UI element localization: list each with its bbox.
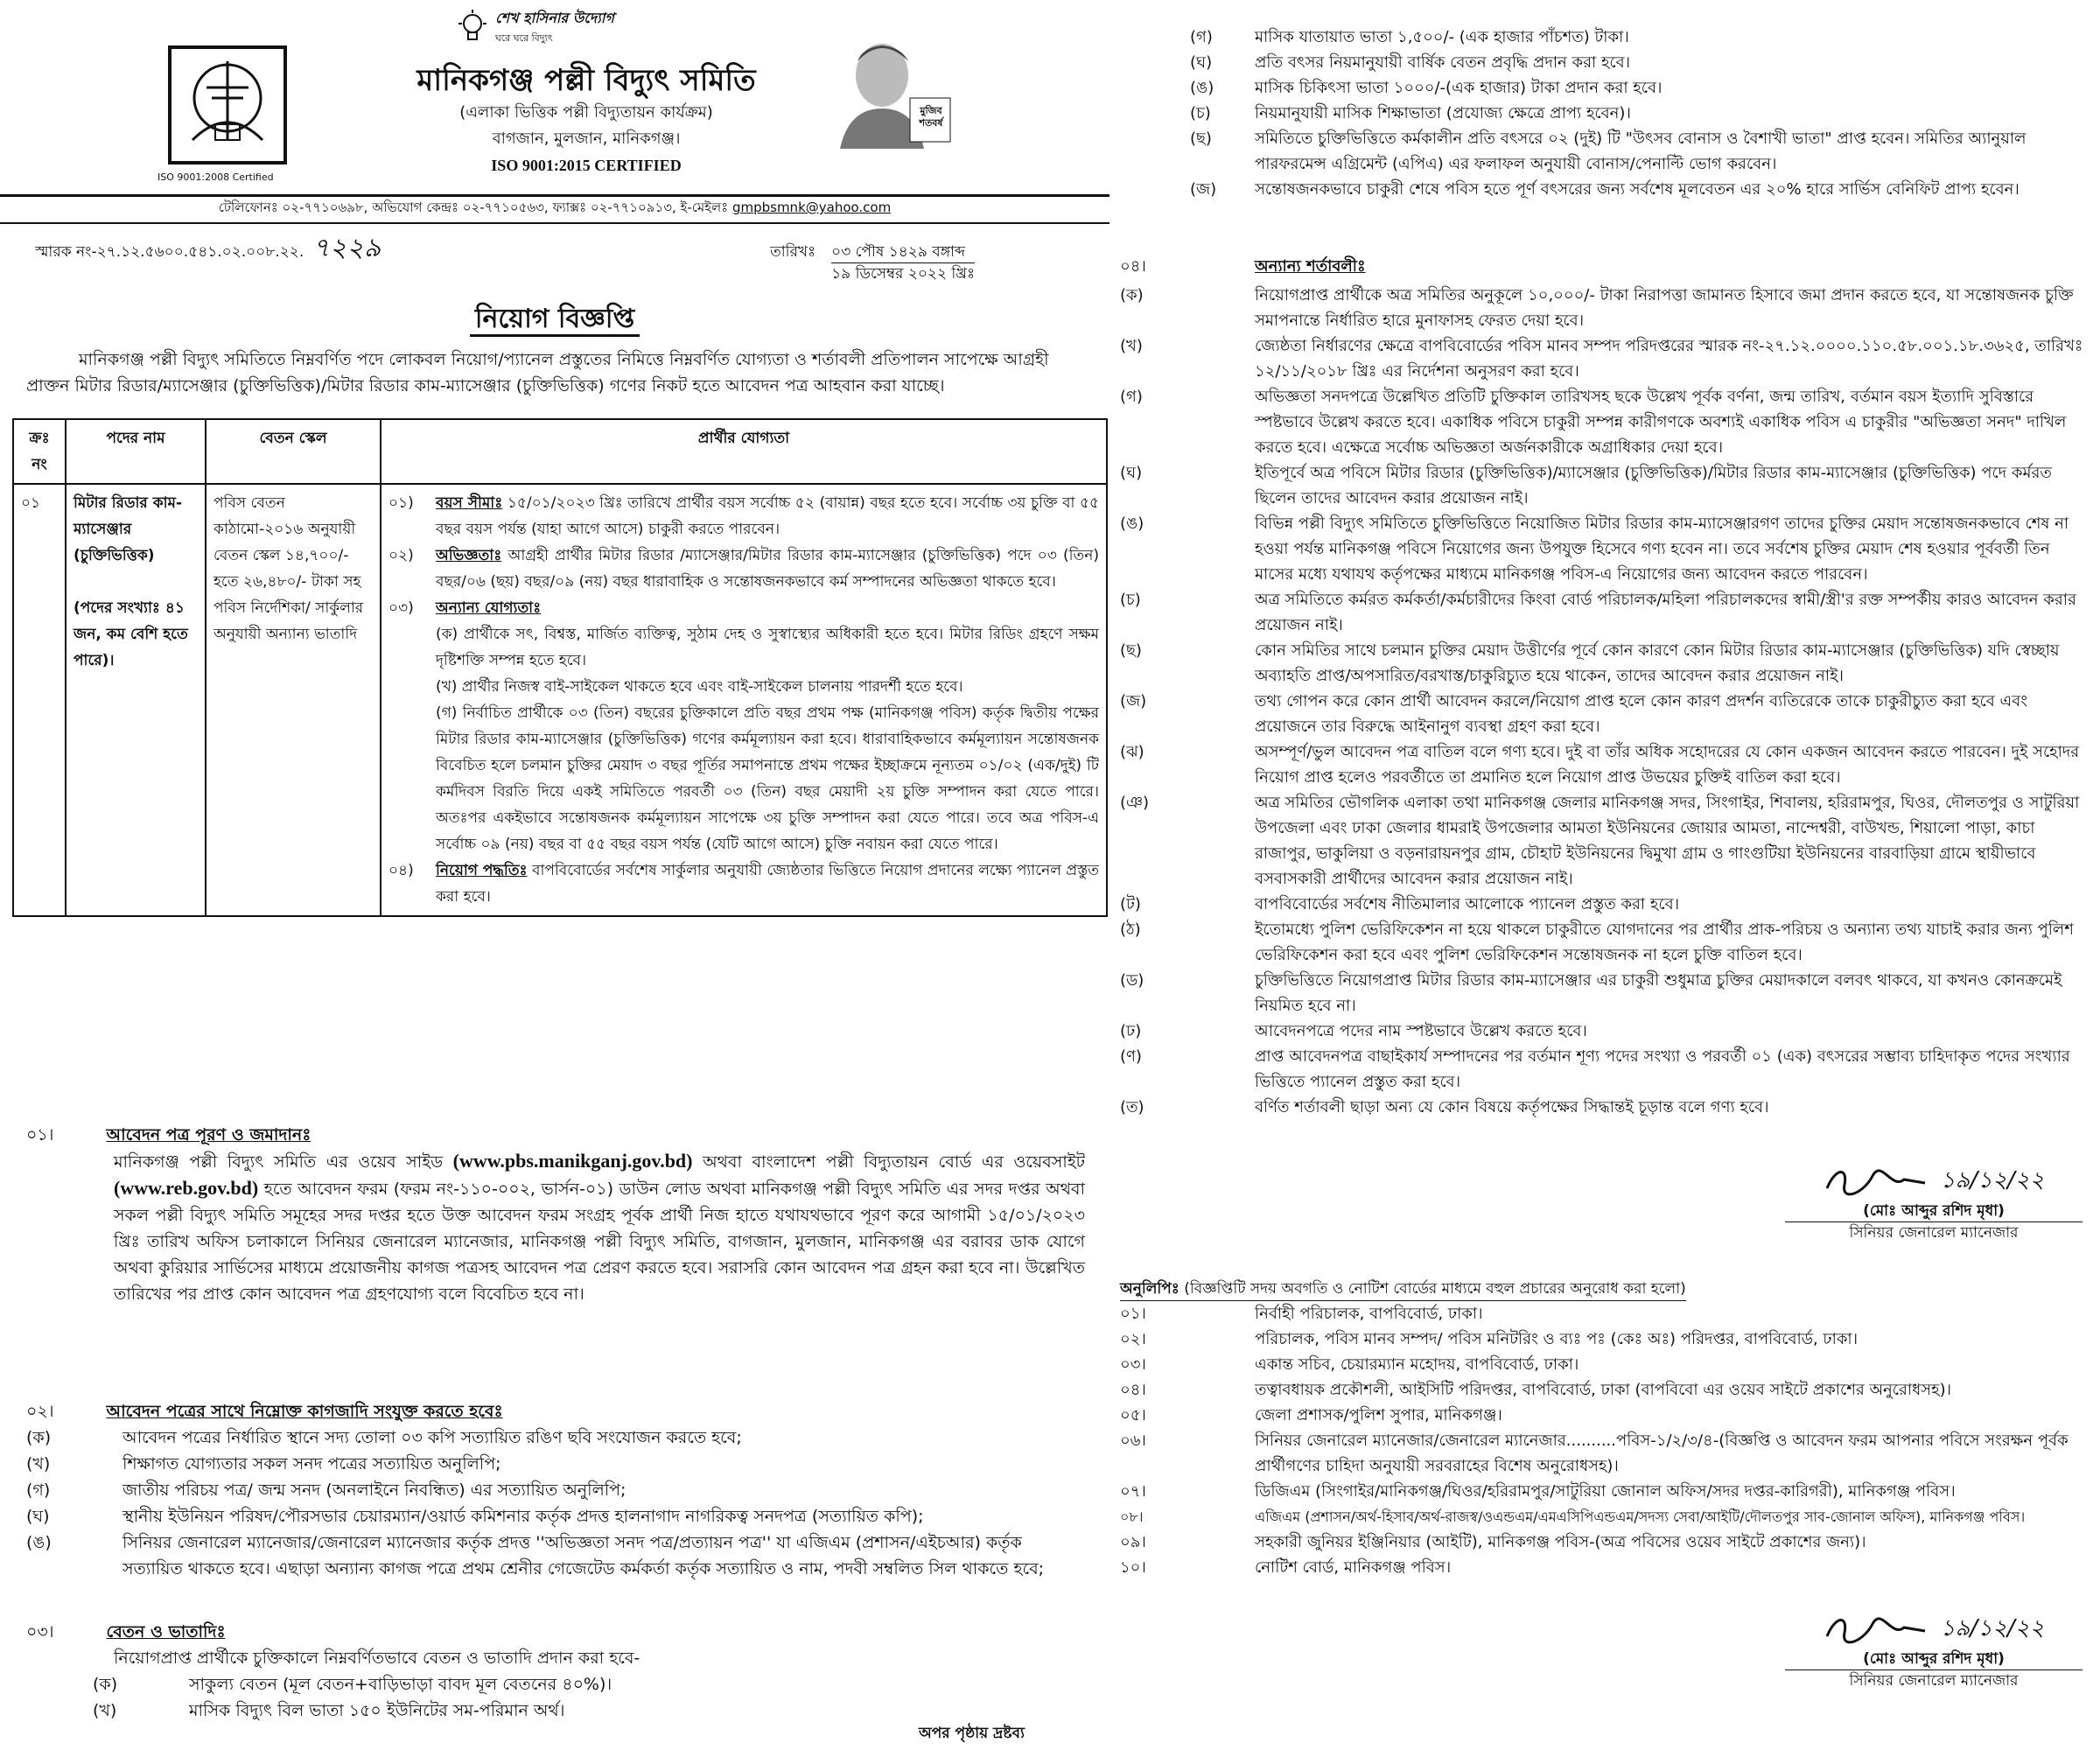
list-item: (ঘ) প্রতি বৎসর নিয়মানুযায়ী বার্ষিক বেতন প্রবৃদ্ধি প্রদান করা হবে। [1190, 53, 1631, 72]
tagline-block [455, 7, 614, 47]
page-turn-note: অপর পৃষ্ঠায় দ্রষ্টব্য [919, 1725, 1025, 1742]
tagline-sub: ঘরে ঘরে বিদ্যুৎ [495, 32, 553, 44]
list-item: (চ) নিয়মানুযায়ী মাসিক শিক্ষাভাতা (প্রযোজ্য ক্ষেত্রে প্রাপ্য হবেন)। [1190, 104, 1631, 122]
list-item: ০২। পরিচালক, পবিস মানব সম্পদ/ পবিস মনিটরিং ও ব্যঃ পঃ (কেঃ অঃ) পরিদপ্তর, বাপবিবোর্ড, ঢাকা। [1120, 1330, 1858, 1348]
list-item: (ছ) সমিতিতে চুক্তিভিত্তিতে কর্মকালীন প্রতি বৎসরে ০২ (দুই) টি "উৎসব বোনাস ও বৈশাখী ভাতা" প্রাপ্ত হবেন। সমিতির অ্যানুয়াল পারফরমেন্স এগ্রিমেন্ট (এপিএ) এর ফলাফল অনুযায়ী বোনাস/পেনাল্টি ভোগ করবেন। [1190, 130, 2026, 173]
list-item: (ঙ) সিনিয়র জেনারেল ম্যানেজার/জেনারেল ম্যানেজার কর্তৃক প্রদত্ত ''অভিজ্ঞতা সনদ পত্র/প্রত্যায়ন পত্র'' যা এজিএম (প্রশাসন/এইচআর) কর্তৃক সত্যায়িত থাকতে হবে। এছাড়া অন্যান্য কাগজ পত্রে প্রথম শ্রেনীর গেজেটেড কর্মকর্তা কর্তৃক সত্যায়িত ও নাম, পদবী সম্বলিত সিল থাকতে হবে; [26, 1533, 1045, 1578]
list-item: (ঝ) অসম্পূর্ণ/ভুল আবেদন পত্র বাতিল বলে গণ্য হবে। দুই বা তাঁর অধিক সহোদরের যে কোন একজন আবেদন করতে পারবেন। দুই সহোদর নিয়োগ প্রাপ্ত হলেও পরবর্তীতে তা প্রমানিত হলে নিয়োগ প্রাপ্ত উভয়ের চুক্তিই বাতিল করা হবে। [1120, 743, 2080, 787]
date-english: ১৯ ডিসেম্বর ২০২২ খ্রিঃ [831, 265, 976, 283]
col-post: পদের নাম [66, 419, 206, 484]
sec3-list [26, 1671, 1085, 1724]
list-item: (ঘ) ইতিপূর্বে অত্র পবিসে মিটার রিডার (চুক্তিভিত্তিক)/ম্যাসেঞ্জার (চুক্তিভিত্তিক)/মিটার রিডার কাম-ম্যাসেঞ্জার (চুক্তিভিত্তিক) পদে কর্মরত ছিলেন তাদের আবেদন করার প্রয়োজন নাই। [1120, 464, 2052, 508]
signature-icon [1824, 1164, 1928, 1199]
signature-block-1 [1785, 1162, 2082, 1243]
sec4-title: অন্যান্য শর্তাবলীঃ [1255, 257, 1366, 276]
contact-text: টেলিফোনঃ ০২-৭৭১০৬৯৮, অভিযোগ কেন্দ্রঃ ০২-৭৭১০৫৬৩, ফ্যাক্সঃ ০২-৭৭১০৯১৩, ই-মেইলঃ [218, 200, 729, 215]
signatory-designation: সিনিয়র জেনারেল ম্যানেজার [1785, 1670, 2082, 1691]
list-item: (ঘ) স্থানীয় ইউনিয়ন পরিষদ/পৌরসভার চেয়ারম্যান/ওয়ার্ড কমিশনার কর্তৃক প্রদত্ত হালনাগাদ নাগরিকত্ব সনদপত্র (সত্যায়িত কপি); [26, 1507, 924, 1526]
contact-email[interactable]: gmpbsmnk@yahoo.com [732, 200, 892, 215]
qual-method-text: বাপবিবোর্ডের সর্বশেষ সার্কুলার অনুযায়ী জ্যেষ্ঠতার ভিত্তিতে নিয়োগ প্রদানের লক্ষ্যে প্যানেল প্রস্তুত করা হবে। [436, 862, 1099, 906]
qual-other-b: (খ) প্রার্থীর নিজস্ব বাই-সাইকেল থাকতে হবে এবং বাই-সাইকেল চালনায় পারদর্শী হতে হবে। [436, 678, 963, 696]
intro-paragraph: মানিকগঞ্জ পল্লী বিদ্যুৎ সমিতিতে নিম্নবর্ণিত পদে লোকবল নিয়োগ/প্যানেল প্রস্তুতের নিমিত্তে নিম্নবর্ণিত যোগ্যতা ও শর্তাবলী প্রতিপালন সাপেক্ষে আগ্রহী প্রাক্তন মিটার রিডার/ম্যাসেঞ্জার (চুক্তিভিত্তিক)/মিটার রিডার কাম-ম্যাসেঞ্জার (চুক্তিভিত্তিক) গণের নিকট হতে আবেদন পত্র আহবান করা যাচ্ছে। [26, 350, 1049, 396]
list-item: ০৬। সিনিয়র জেনারেল ম্যানেজার/জেনারেল ম্যানেজার..........পবিস-১/২/৩/৪-(বিজ্ঞপ্তি ও আবেদন ফরম আপনার পবিসে সংরক্ষন পূর্বক প্রার্থীগণের চাহিদা অনুযায়ী সরবরাহের বিশেষ অনুরোধসহ)। [1120, 1432, 2068, 1475]
copies-heading [1120, 1278, 1686, 1301]
signature-date: ১৯/১২/২২ [1940, 1615, 2045, 1642]
list-item: (ণ) প্রাপ্ত আবেদনপত্র বাছাইকার্য সম্পাদনের পর বর্তমান শূণ্য পদের সংখ্যা ও পরবর্তী ০১ (এক) বৎসরের সম্ভাব্য চাহিদাকৃত পদের সংখ্যার ভিত্তিতে প্যানেল প্রস্তুত করা হবে। [1120, 1047, 2070, 1091]
cell-serial: ০১ [13, 484, 66, 916]
org-name: মানিকগঞ্জ পল্লী বিদ্যুৎ সমিতি [416, 63, 756, 98]
list-item: ০৯। সহকারী জুনিয়র ইঞ্জিনিয়ার (আইটি), মানিকগঞ্জ পবিস-(অত্র পবিসের ওয়েব সাইটে প্রকাশের জন্য)। [1120, 1533, 1866, 1551]
list-item: (গ) জাতীয় পরিচয় পত্র/ জন্ম সনদ (অনলাইনে নিবন্ধিত) এর সত্যায়িত অনুলিপি; [26, 1480, 626, 1500]
signatory-name: (মোঃ আব্দুর রশিদ মৃধা) [1863, 1202, 2005, 1220]
qual-age-label: বয়স সীমাঃ [436, 494, 503, 512]
list-item: (ঠ) ইতোমধ্যে পুলিশ ভেরিফিকেশন না হয়ে থাকলে চাকুরীতে যোগদানের পর প্রার্থীর প্রাক-পরিচয় ও অন্যান্য তথ্য যাচাই করার জন্য পুলিশ ভেরিফিকেশন করা হবে এবং পুলিশ ভেরিফিকেশন সন্তোষজনক না হলে চুক্তি বাতিল হবে। [1120, 920, 2074, 964]
notice-title: নিয়োগ বিজ্ঞপ্তি [470, 304, 640, 337]
sec2-title: আবেদন পত্রের সাথে নিম্নোক্ত কাগজাদি সংযুক্ত করতে হবেঃ [106, 1402, 503, 1421]
memo-ref-text: স্মারক নং-২৭.১২.৫৬০০.৫৪১.০২.০০৮.২২. [35, 243, 304, 261]
org-header [341, 61, 831, 178]
salary-continued-list [1120, 24, 2091, 202]
sec2-list [26, 1424, 1085, 1582]
list-item: ০৮। এজিএম (প্রশাসন/অর্থ-হিসাব/অর্থ-রাজস্ব/ওএন্ডএম/এমএসিপিএন্ডএম/সদস্য সেবা/আইটি/দৌলতপুর সাব-জোনাল অফিস), মানিকগঞ্জ পবিস। [1120, 1508, 2026, 1525]
memo-date [770, 242, 975, 284]
sec1-body [114, 1148, 1085, 1307]
qual-method [388, 858, 1099, 910]
qual-exp-no: ০২) [388, 547, 414, 564]
contact-line [0, 196, 1110, 219]
iso-title: ISO 9001:2015 CERTIFIED [491, 157, 682, 174]
sec1-title: আবেদন পত্র পূরণ ও জমাদানঃ [106, 1125, 312, 1144]
signature-icon [1824, 1612, 1928, 1647]
list-item: (চ) অত্র সমিতিতে কর্মরত কর্মকর্তা/কর্মচারীদের কিংবা বোর্ড পরিচালক/মহিলা পরিচালকদের স্বামী/স্ত্রী'র রক্ত সম্পর্কীয় কারও আবেদন করার প্রয়োজন নাই। [1120, 591, 2076, 634]
list-item: (ছ) কোন সমিতির সাথে চলমান চুক্তির মেয়াদ উত্তীর্ণের পূর্বে কোন কারণে কোন মিটার রিডার কাম-ম্যাসেঞ্জার (চুক্তিভিত্তিক) যদি স্বেচ্ছায় অব্যাহতি প্রাপ্ত/অপসারিত/বরখাস্ত/চাকুরিচ্যুত হয়ে থাকেন, তাদের আবেদন করার প্রয়োজন নাই। [1120, 641, 2060, 685]
qual-other-no: ০৩) [388, 599, 414, 617]
sec1-no: ০১। [26, 1125, 54, 1144]
logo-caption: ISO 9001:2008 Certified [158, 172, 274, 183]
qual-age-text: ১৫/০১/২০২৩ খ্রিঃ তারিখে প্রার্থীর বয়স সর্বোচ্চ ৫২ (বায়ান্ন) বছর হতে হবে। সর্বোচ্চ ৩য় চুক্তি বা ৫৫ বছর বয়স পর্যন্ত (যাহা আগে আসে) চাকুরী করতে পারবেন। [436, 494, 1100, 538]
signatory-name: (মোঃ আব্দুর রশিদ মৃধা) [1863, 1650, 2005, 1668]
requirements-table [12, 418, 1108, 917]
list-item: (ঞ) অত্র সমিতির ভৌগলিক এলাকা তথা মানিকগঞ্জ জেলার মানিকগঞ্জ সদর, সিংগাইর, শিবালয়, হরিরামপুর, ঘিওর, দৌলতপুর ও সাটুরিয়া উপজেলা এবং ঢাকা জেলার ধামরাই উপজেলার আমতা ইউনিয়নের জোয়ার আমতা, নান্দেশ্বরী, বাউখন্ড, শিয়ালো পাড়া, কাচা রাজাপুর, ভাকুলিয়া ও বড়নারায়নপুর গ্রাম, চৌহাট ইউনিয়নের দ্বিমুখা গ্রাম ও গাংগুটিয়া ইউনিয়নের বারবাড়িয়া গ্রামে স্থায়ীভাবে বসবাসকারী প্রার্থীদের আবেদন করার প্রয়োজন নাই। [1120, 794, 2080, 888]
section-conditions [1120, 254, 2091, 1120]
sec2-no: ০২। [26, 1402, 54, 1421]
logo-emblem-icon [166, 44, 289, 166]
memo-ref-number: ৭২২৯ [312, 233, 382, 263]
list-item: ০৫। জেলা প্রশাসক/পুলিশ সুপার, মানিকগঞ্জ। [1120, 1406, 1502, 1424]
list-item: ০৪। তত্বাবধায়ক প্রকৌশলী, আইসিটি পরিদপ্তর, বাপবিবোর্ড, ঢাকা (বাপবিবো এর ওয়েব সাইটে প্রকাশের অনুরোধসহ)। [1120, 1381, 1952, 1399]
website-link-reb[interactable]: (www.reb.gov.bd) [114, 1177, 259, 1199]
sec3-intro: নিয়োগপ্রাপ্ত প্রার্থীকে চুক্তিকালে নিম্নবর্ণিতভাবে বেতন ও ভাতাদি প্রদান করা হবে- [114, 1648, 640, 1668]
sec1-text1: মানিকগঞ্জ পল্লী বিদ্যুৎ সমিতি এর ওয়েব সাইড [114, 1152, 444, 1172]
sec3-no: ০৩। [26, 1622, 54, 1642]
signature-date: ১৯/১২/২২ [1940, 1167, 2045, 1194]
post-count: (পদের সংখ্যাঃ ৪১ জন, কম বেশি হতে পারে)। [74, 599, 188, 669]
qual-method-label: নিয়োগ পদ্ধতিঃ [436, 862, 528, 879]
list-item: (ত) বর্ণিত শর্তাবলী ছাড়া অন্য যে কোন বিষয়ে কর্তৃপক্ষের সিদ্ধান্তই চূড়ান্ত বলে গণ্য হবে। [1120, 1098, 1769, 1116]
cell-salary: পবিস বেতন কাঠামো-২০১৬ অনুযায়ী বেতন স্কেল ১৪,৭০০/- হতে ২৬,৪৮০/- টাকা সহ পবিস নির্দেশিকা/ সার্কুলার অনুযায়ী অন্যান্য ভাতাদি [206, 484, 381, 916]
col-qualification: প্রার্থীর যোগ্যতা [381, 419, 1107, 484]
org-address: বাগজান, মুলজান, মানিকগঞ্জ। [492, 130, 681, 148]
list-item: ০৭। ডিজিএম (সিংগাইর/মানিকগঞ্জ/ঘিওর/হরিরামপুর/সাটুরিয়া জোনাল অফিস/সদর দপ্তর-কারিগরী), মানিকগঞ্জ পবিস। [1120, 1482, 1956, 1501]
qual-experience [388, 542, 1099, 595]
list-item: (খ) জ্যেষ্ঠতা নির্ধারণের ক্ষেত্রে বাপবিবোর্ডের পবিস মানব সম্পদ পরিদপ্তরের স্মারক নং-২৭.১২.০০০০.১১০.৫৮.০০১.১৮.৩৬২৫, তারিখঃ ১২/১১/২০১৮ খ্রিঃ এর নির্দেশনা অনুসরণ করা হবে। [1120, 337, 2083, 381]
bulb-icon [455, 10, 490, 45]
mujib-badge-text: মুজিব শতবর্ষ [919, 105, 943, 129]
post-name: মিটার রিডার কাম-ম্যাসেঞ্জার (চুক্তিভিত্তিক) [74, 494, 183, 564]
mujib-badge [831, 35, 954, 149]
qual-other-label: অন্যান্য যোগ্যতাঃ [436, 599, 542, 617]
org-program: (এলাকা ভিত্তিক পল্লী বিদ্যুতায়ন কার্যক্রম) [459, 103, 713, 122]
signature-block-2 [1785, 1610, 2082, 1691]
memo-ref [35, 233, 382, 263]
list-item: (খ) মাসিক বিদ্যুৎ বিল ভাতা ১৫০ ইউনিটের সম-পরিমান অর্থ। [93, 1701, 565, 1720]
col-salary: বেতন স্কেল [206, 419, 381, 484]
sec4-no: ০৪। [1120, 257, 1146, 276]
list-item: (খ) শিক্ষাগত যোগ্যতার সকল সনদ পত্রের সত্যায়িত অনুলিপি; [26, 1454, 501, 1474]
qual-age [388, 490, 1099, 542]
table-row [13, 484, 1107, 916]
sec3-title: বেতন ও ভাতাদিঃ [106, 1622, 226, 1642]
list-item: ০১। নির্বাহী পরিচালক, বাপবিবোর্ড, ঢাকা। [1120, 1305, 1483, 1323]
copies-note: (বিজ্ঞপ্তিটি সদয় অবগতি ও নোটিশ বোর্ডের মাধ্যমে বহুল প্রচারের অনুরোধ করা হলো) [1184, 1280, 1686, 1298]
list-item: (ট) বাপবিবোর্ডের সর্বশেষ নীতিমালার আলোকে প্যানেল প্রস্তুত করা হবে। [1120, 895, 1680, 914]
list-item: (ক) আবেদন পত্রের নির্ধারিত স্থানে সদ্য তোলা ০৩ কপি সত্যায়িত রঙিণ ছবি সংযোজন করতে হবে; [26, 1428, 742, 1447]
list-item: (গ) অভিজ্ঞতা সনদপত্রে উল্লেখিত প্রতিটি চুক্তিকাল তারিখসহ ছকে উল্লেখ পূর্বক বর্ণনা, জন্ম তারিখ, বর্তমান বয়স ইত্যাদি সুবিস্তারে স্পষ্টভাবে উল্লেখ করতে হবে। একাধিক পবিসে চাকুরী সম্পন্ন কারীগণকে অবশ্যই একাধিক পবিস এ চাকুরীর "অভিজ্ঞতা সনদ" দাখিল করতে হবে। এক্ষেত্রে সর্বোচ্চ অভিজ্ঞতা অর্জনকারীকে অগ্রাধিকার দেয়া হবে। [1120, 388, 2067, 457]
list-item: (ঙ) বিভিন্ন পল্লী বিদ্যুৎ সমিতিতে চুক্তিভিত্তিতে নিয়োজিত মিটার রিডার কাম-ম্যাসেঞ্জারগণ তাদের চুক্তির মেয়াদ সন্তোষজনকভাবে শেষ না হওয়া পর্যন্ত মানিকগঞ্জ পবিসে নিয়োগের জন্য উপযুক্ত হিসেবে গণ্য হবেন না। তবে সর্বশেষ চুক্তির মেয়াদ শেষ হওয়ার পূর্ববর্তী তিন মাসের মধ্যে যথাযথ কর্তৃপক্ষের মাধ্যমে মানিকগঞ্জ পবিস-এ নিয়োগের জন্য আবেদন করতে পারবেন। [1120, 514, 2069, 584]
header-rule-bottom [0, 222, 1110, 224]
list-item: (ঢ) আবেদনপত্রে পদের নাম স্পষ্টভাবে উল্লেখ করতে হবে। [1120, 1022, 1587, 1040]
list-item: (জ) সন্তোষজনকভাবে চাকুরী শেষে পবিস হতে পূর্ণ বৎসরের জন্য সর্বশেষ মূলবেতন এর ২০% হারে সার্ভিস বেনিফিট প্রাপ্য হবেন। [1190, 180, 2020, 199]
copies-label: অনুলিপিঃ [1120, 1280, 1180, 1298]
website-link-pbs[interactable]: (www.pbs.manikganj.gov.bd) [452, 1150, 693, 1172]
sec1-text2: অথবা বাংলাদেশ পল্লী বিদ্যুতায়ন বোর্ড এর ওয়েবসাইট [703, 1152, 1085, 1172]
list-item: (জ) তথ্য গোপন করে কোন প্রার্থী আবেদন করলে/নিয়োগ প্রাপ্ত হলে কোন কারণ প্রদর্শন ব্যতিরেকে তাকে চাকুরীচ্যুত করা হবে এবং প্রয়োজনে তার বিরুদ্ধে আইনানুগ ব্যবস্থা গ্রহণ করা হবে। [1120, 692, 2027, 736]
list-item: (ক) নিয়োগপ্রাপ্ত প্রার্থীকে অত্র সমিতির অনুকূলে ১০,০০০/- টাকা নিরাপত্তা জামানত হিসাবে জমা প্রদান করতে হবে, যা সন্তোষজনক চুক্তি সমাপনান্তে নির্ধারিত হারে মুনাফাসহ ফেরত দেয়া হবে। [1120, 286, 2074, 330]
list-item: (ঙ) মাসিক চিকিৎসা ভাতা ১০০০/-(এক হাজার) টাকা প্রদান করা হবে। [1190, 79, 1662, 97]
qual-other-a: (ক) প্রার্থীকে সৎ, বিশ্বস্ত, মার্জিত ব্যক্তিত্ব, সুঠাম দেহ ও সুস্বাস্থ্যের অধিকারী হতে হবে। মিটার রিডিং গ্রহণে সক্ষম দৃষ্টিশক্তি সম্পন্ন হতে হবে। [436, 626, 1099, 669]
notice-title-wrap [0, 298, 1110, 342]
portrait-icon [831, 35, 954, 149]
qual-age-no: ০১) [388, 494, 414, 512]
org-logo [166, 44, 289, 166]
qual-other-c: (গ) নির্বাচিত প্রার্থীকে ০৩ (তিন) বছরের চুক্তিকালে প্রতি বছর প্রথম পক্ষ (মানিকগঞ্জ পবিস) কর্তৃক দ্বিতীয় পক্ষের মিটার রিডার কাম-ম্যাসেঞ্জার (চুক্তিভিত্তিক) গণের কর্মমূল্যায়ন করা হবে। ধারাবাহিকভাবে কর্মমূল্যায়ন সন্তোষজনক বিবেচিত হলে চলমান চুক্তির মেয়াদ ৩ বছর পূর্তির সমাপনান্তে প্রথম পক্ষের ইচ্ছাক্রমে নূন্যতম ০১/০২ (এক/দুই) টি কর্মদিবস বিরতি দিয়ে একই সমিতিতে পরবর্তী ০৩ (তিন) বছর মেয়াদী ২য় চুক্তি সম্পাদন করা যেতে পারে। অতঃপর একইভাবে সন্তোষজনক কর্মমূল্যায়ন সাপেক্ষে ৩য় চুক্তি সম্পাদন করা যেতে পারে। তবে অত্র পবিস-এ সর্বোচ্চ ০৯ (নয়) বছর বা ৫৫ বছর বয়স পর্যন্ত (যেটি আগে আসে) চুক্তি নবায়ন করা যেতে পারে। [436, 704, 1099, 853]
sec1-text3: হতে আবেদন ফরম (ফরম নং-১১০-০০২, ভার্সন-০১) ডাউন লোড অথবা মানিকগঞ্জ পল্লী বিদ্যুৎ সমিতি এর সদর দপ্তর অথবা সকল পল্লী বিদ্যুৎ সমিতি সমূহের সদর দপ্তর হতে উক্ত আবেদন ফরম সংগ্রহ পূর্বক প্রার্থী নিজ হাতে যথাযথভাবে পূরণ করে আগামী ১৫/০১/২০২৩ খ্রিঃ তারিখ অফিস চলাকালে সিনিয়র জেনারেল ম্যানেজার, মানিকগঞ্জ পল্লী বিদ্যুৎ সমিতি, বাগজান, মুলজান, মানিকগঞ্জ এর বরাবর ডাক যোগে অথবা কুরিয়ার সার্ভিসের মাধ্যমে প্রয়োজনীয় কাগজ পত্রসহ আবেদন পত্র প্রেরণ করতে হবে। সরাসরি কোন আবেদন পত্র গ্রহন করা হবে না। উল্লেখিত তারিখের পর প্রাপ্ত কোন আবেদন পত্র গ্রহণযোগ্য বলে বিবেচিত হবে না। [114, 1180, 1085, 1304]
section-salary [26, 1619, 1085, 1724]
list-item: ০৩। একান্ত সচিব, চেয়ারম্যান মহোদয়, বাপবিবোর্ড, ঢাকা। [1120, 1355, 1579, 1374]
qual-exp-label: অভিজ্ঞতাঃ [436, 547, 502, 564]
tagline: শেখ হাসিনার উদ্যোগ [495, 10, 614, 26]
qual-other [388, 595, 1099, 858]
qual-exp-text: আগ্রহী প্রার্থীর মিটার রিডার /ম্যাসেঞ্জার/মিটার রিডার কাম-ম্যাসেঞ্জার (চুক্তিভিত্তিক) পদে ০৩ (তিন) বছর/০৬ (ছয়) বছর/০৯ (নয়) বছর ধারাবাহিক ও সন্তোষজনকভাবে কর্ম সম্পাদনের অভিজ্ঞতা থাকতে হবে। [436, 547, 1099, 591]
cell-qualification [381, 484, 1107, 916]
cell-post [66, 484, 206, 916]
section-application [26, 1122, 1085, 1307]
list-item: ১০। নোটিশ বোর্ড, মানিকগঞ্জ পবিস। [1120, 1558, 1452, 1577]
list-item: (ক) সাকুল্য বেতন (মূল বেতন+বাড়িভাড়া বাবদ মূল বেতনের ৪০%)। [93, 1675, 612, 1694]
list-item: (গ) মাসিক যাতায়াত ভাতা ১,৫০০/- (এক হাজার পাঁচশত) টাকা। [1190, 28, 1629, 46]
qual-method-no: ০৪) [388, 862, 414, 879]
date-label: তারিখঃ [770, 243, 816, 261]
section-documents [26, 1398, 1085, 1582]
list-item: (ড) চুক্তিভিত্তিতে নিয়োগপ্রাপ্ত মিটার রিডার কাম-ম্যাসেঞ্জার এর চাকুরী শুধুমাত্র চুক্তির মেয়াদকালে বলবৎ থাকবে, যা কখনও কোনক্রমেই নিয়মিত হবে না। [1120, 971, 2062, 1015]
signatory-designation: সিনিয়র জেনারেল ম্যানেজার [1785, 1222, 2082, 1243]
col-serial: ক্রঃ নং [13, 419, 66, 484]
date-bangla: ০৩ পৌষ ১৪২৯ বঙ্গাব্দ [831, 242, 975, 263]
sec4-heading [1120, 254, 2091, 279]
section-copies [1120, 1278, 2091, 1580]
table-header-row [13, 419, 1107, 484]
